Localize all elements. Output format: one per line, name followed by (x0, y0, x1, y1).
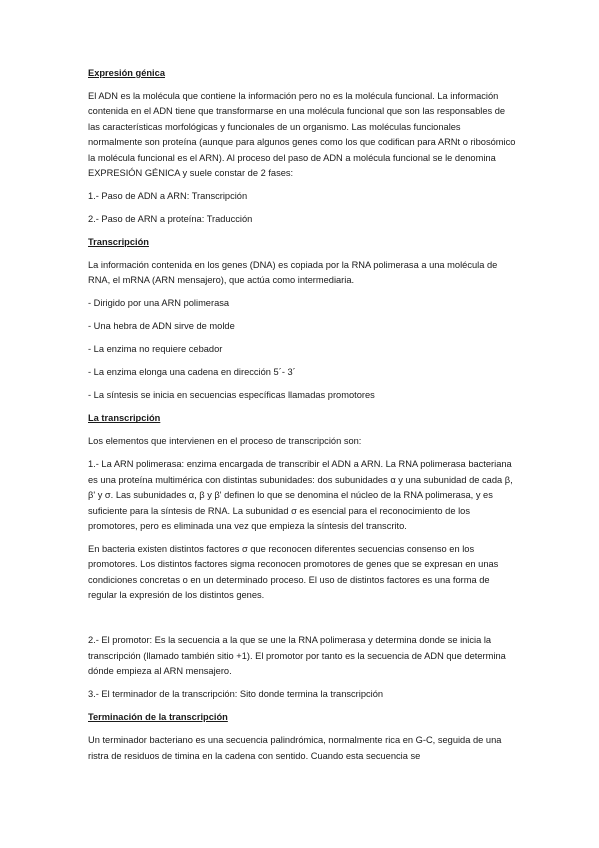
paragraph-transcripcion: La información contenida en los genes (DNA) es copiada por la RNA polimerasa a una molécula de RNA, el mRNA (ARN mensajero), que actúa como intermediaria. (88, 260, 498, 286)
section-heading-expresion-genica: Expresión génica (88, 68, 165, 78)
paragraph-arn-polimerasa: 1.- La ARN polimerasa: enzima encargada de transcribir el ADN a ARN. La RNA polimerasa bacteriana es una proteína multimérica con distintas subunidades: dos subunidades α y una subunidad de cada β, β' y σ. Las subunidades α, β y β' definen lo que se denomina el núcleo de la RNA polimerasa, y es suficiente para la síntesis de RNA. La subunidad σ es esencial para el reconocimiento de los promotores, pero es eliminada una vez que empieza la síntesis del transcrito. (88, 459, 513, 532)
bullet-item: - La síntesis se inicia en secuencias específicas llamadas promotores (88, 390, 375, 401)
paragraph-terminador: 3.- El terminador de la transcripción: Sito donde termina la transcripción (88, 689, 384, 700)
list-item-phase-2: 2.- Paso de ARN a proteína: Traducción (88, 214, 253, 225)
bullet-item: - La enzima elonga una cadena en dirección 5´- 3´ (88, 367, 296, 378)
paragraph-elementos: Los elementos que intervienen en el proceso de transcripción son: (88, 436, 362, 447)
bullet-item: - La enzima no requiere cebador (88, 344, 223, 355)
document-page (88, 66, 516, 772)
paragraph-factores-sigma: En bacteria existen distintos factores σ que reconocen diferentes secuencias consenso en los promotores. Los distintos factores sigma reconocen promotores de genes que se expresan en unas condiciones concretas o en un determinado proceso. El uso de distintos factores es una forma de regular la expresión de los distintos genes. (88, 544, 499, 601)
section-heading-transcripcion: Transcripción (88, 237, 149, 248)
bullet-item: - Dirigido por una ARN polimerasa (88, 298, 230, 309)
bullet-item: - Una hebra de ADN sirve de molde (88, 321, 235, 332)
list-item-phase-1: 1.- Paso de ADN a ARN: Transcripción (88, 191, 248, 202)
section-heading-terminacion: Terminación de la transcripción (88, 712, 228, 723)
spacer (88, 611, 516, 633)
section-heading-la-transcripcion: La transcripción (88, 413, 161, 424)
paragraph-terminador-bacteriano: Un terminador bacteriano es una secuencia palindrómica, normalmente rica en G-C, seguida de una ristra de residuos de timina en la cadena con sentido. Cuando esta secuencia se (88, 735, 502, 761)
paragraph-promotor: 2.- El promotor: Es la secuencia a la que se une la RNA polimerasa y determina donde se inicia la transcripción (llamado también sitio +1). El promotor por tanto es la secuencia de ADN que determina dónde empieza al ARN mensajero. (88, 635, 506, 677)
paragraph-intro: El ADN es la molécula que contiene la información pero no es la molécula funcional. La información contenida en el ADN tiene que transformarse en una molécula funcional que son las responsables de las características morfológicas y funcionales de un organismo. Las moléculas funcionales normalmente son proteína (aunque para algunos genes como los que codifican para ARNt o ribosómico la molécula funcional es el ARN). Al proceso del paso de ADN a molécula funcional se le denomina EXPRESIÓN GÉNICA y suele constar de 2 fases: (88, 91, 516, 179)
